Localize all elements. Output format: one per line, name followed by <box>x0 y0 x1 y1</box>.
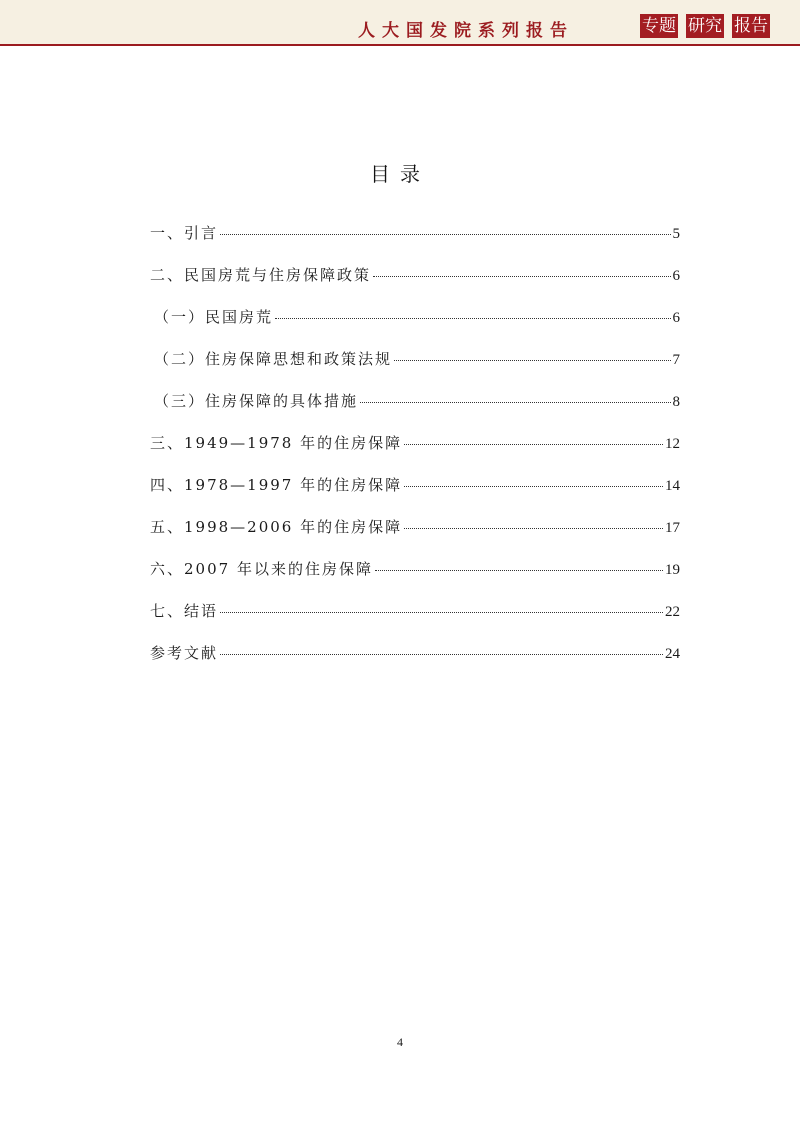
header-tag-report: 报告 <box>734 16 768 36</box>
toc-title: 目录 <box>370 162 430 186</box>
toc-entry-page: 24 <box>665 646 680 662</box>
toc-entry-page: 14 <box>665 478 680 494</box>
toc-entry-page: 22 <box>665 604 680 620</box>
toc-entry-page: 6 <box>672 268 680 284</box>
header-rule <box>0 44 800 46</box>
toc-entry-label: 参考文献 <box>150 644 219 662</box>
toc-entry-specific-measures[interactable] <box>150 390 680 432</box>
toc-entry-1949-1978[interactable] <box>150 432 680 474</box>
toc-entry-label: （三）住房保障的具体措施 <box>154 392 359 410</box>
toc-entry-1978-1997[interactable] <box>150 474 680 516</box>
toc-leader-dots <box>275 318 670 319</box>
toc-leader-dots <box>375 570 663 571</box>
table-of-contents <box>150 222 680 684</box>
toc-entry-page: 6 <box>672 310 680 326</box>
toc-entry-since-2007[interactable] <box>150 558 680 600</box>
toc-leader-dots <box>373 276 670 277</box>
toc-leader-dots <box>220 612 663 613</box>
toc-leader-dots <box>404 486 663 487</box>
header-tag-special: 专题 <box>642 16 676 36</box>
toc-entry-introduction[interactable] <box>150 222 680 264</box>
toc-entry-label: 七、结语 <box>150 602 219 620</box>
toc-entry-page: 5 <box>672 226 680 242</box>
header-tag-research: 研究 <box>688 16 722 36</box>
toc-entry-label: 二、民国房荒与住房保障政策 <box>150 266 372 284</box>
toc-leader-dots <box>220 654 663 655</box>
series-title: 人大国发院系列报告 <box>358 21 574 41</box>
toc-leader-dots <box>394 360 670 361</box>
toc-entry-label: （一）民国房荒 <box>154 308 274 326</box>
toc-entry-label: 三、1949—1978 年的住房保障 <box>150 434 403 452</box>
toc-entry-label: （二）住房保障思想和政策法规 <box>154 350 393 368</box>
toc-entry-page: 8 <box>672 394 680 410</box>
toc-entry-label: 四、1978—1997 年的住房保障 <box>150 476 403 494</box>
toc-leader-dots <box>404 528 663 529</box>
page-number: 4 <box>397 1035 403 1049</box>
toc-entry-republic-housing[interactable] <box>150 264 680 306</box>
toc-entry-label: 六、2007 年以来的住房保障 <box>150 560 373 578</box>
toc-leader-dots <box>404 444 663 445</box>
toc-entry-label: 五、1998—2006 年的住房保障 <box>150 518 403 536</box>
toc-entry-page: 12 <box>665 436 680 452</box>
toc-leader-dots <box>220 234 670 235</box>
toc-entry-references[interactable] <box>150 642 680 684</box>
toc-entry-conclusion[interactable] <box>150 600 680 642</box>
toc-entry-policy-thought[interactable] <box>150 348 680 390</box>
toc-entry-page: 17 <box>665 520 680 536</box>
toc-entry-housing-shortage[interactable] <box>150 306 680 348</box>
toc-entry-label: 一、引言 <box>150 224 219 242</box>
toc-leader-dots <box>360 402 670 403</box>
toc-entry-page: 7 <box>672 352 680 368</box>
toc-entry-1998-2006[interactable] <box>150 516 680 558</box>
toc-entry-page: 19 <box>665 562 680 578</box>
